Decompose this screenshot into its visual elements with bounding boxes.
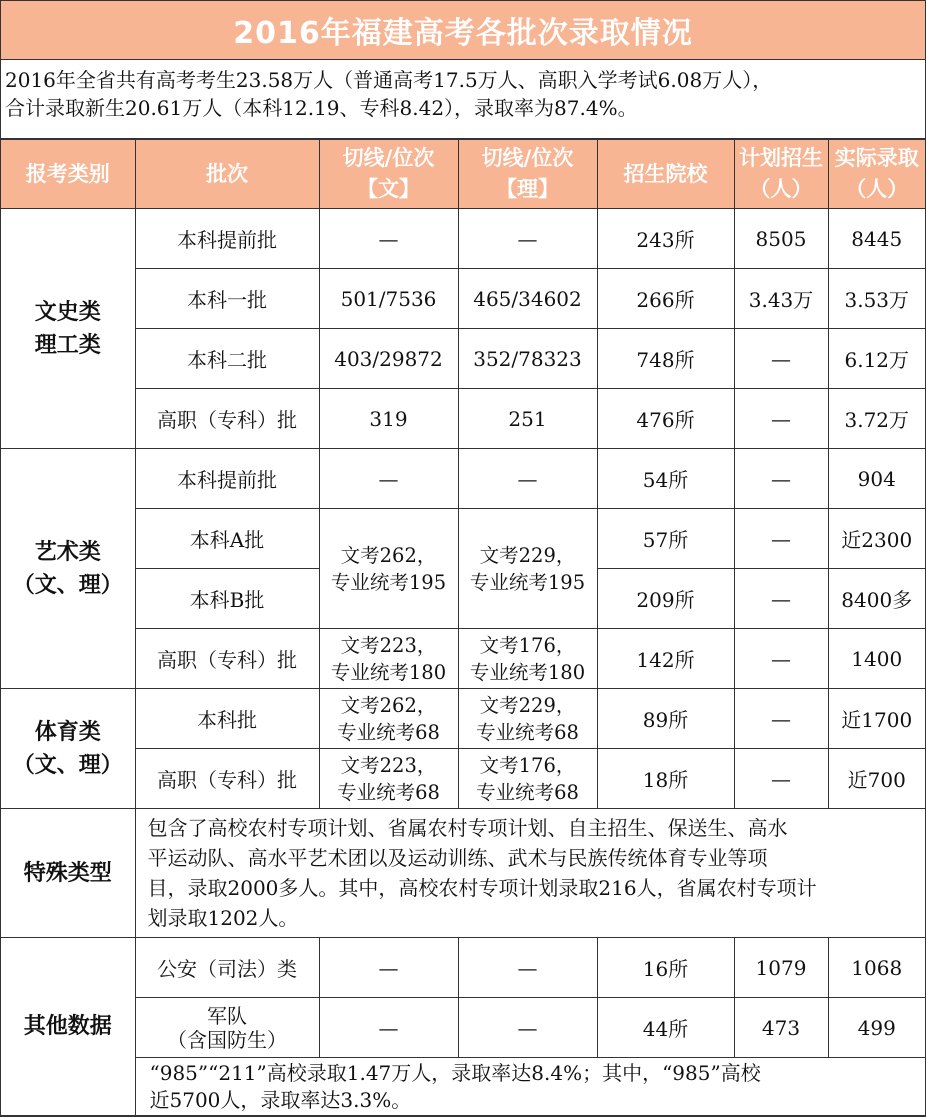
- score-li-cell: —: [458, 449, 597, 509]
- planned-cell: 3.43万: [734, 269, 828, 329]
- special-note-line: 平运动队、高水平艺术团以及运动训练、武术与民族传统体育专业等项: [147, 846, 768, 870]
- table-row: [1, 389, 925, 449]
- score-wen-cell: 403/29872: [319, 329, 458, 389]
- category-sport: 体育类 （文、理）: [1, 689, 135, 809]
- schools-cell: 476所: [597, 389, 734, 449]
- table-row: [1, 329, 925, 389]
- table-row: [1, 1058, 925, 1116]
- batch-cell: 本科二批: [135, 329, 319, 389]
- actual-cell: 3.53万: [828, 269, 925, 329]
- batch-cell: 高职（专科）批: [135, 629, 319, 689]
- actual-cell: 904: [828, 449, 925, 509]
- header-actual: 实际录取 （人）: [828, 140, 925, 209]
- score-li-cell: 文考176， 专业统考180: [458, 629, 597, 689]
- category-wenli: 文史类 理工类: [1, 209, 135, 449]
- category-other: 其他数据: [1, 938, 135, 1116]
- table-row: [1, 629, 925, 689]
- score-li-cell: 465/34602: [458, 269, 597, 329]
- category-art: 艺术类 （文、理）: [1, 449, 135, 689]
- table-row: [1, 209, 925, 269]
- header-batch: 批次: [135, 140, 319, 209]
- batch-cell: 本科提前批: [135, 209, 319, 269]
- batch-cell: 高职（专科）批: [135, 389, 319, 449]
- table-row: [1, 449, 925, 509]
- actual-cell: 3.72万: [828, 389, 925, 449]
- batch-cell: 本科A批: [135, 509, 319, 569]
- schools-cell: 54所: [597, 449, 734, 509]
- score-wen-cell: 文考262， 专业统考68: [319, 689, 458, 749]
- special-note-line: 包含了高校农村专项计划、省属农村专项计划、自主招生、保送生、高水: [147, 816, 788, 840]
- score-li-cell: —: [458, 938, 597, 998]
- planned-cell: —: [734, 389, 828, 449]
- table-row: [1, 809, 925, 938]
- schools-cell: 142所: [597, 629, 734, 689]
- table-row: [1, 749, 925, 809]
- header-row: [1, 140, 925, 209]
- planned-cell: —: [734, 569, 828, 629]
- special-note-line: 目，录取2000多人。其中，高校农村专项计划录取216人，省属农村专项计: [147, 876, 817, 900]
- batch-cell: 本科批: [135, 689, 319, 749]
- planned-cell: 473: [734, 998, 828, 1058]
- actual-cell: 近700: [828, 749, 925, 809]
- category-special: 特殊类型: [1, 809, 135, 938]
- intro-line-2: 合计录取新生20.61万人（本科12.19、专科8.42），录取率为87.4%。: [5, 96, 638, 120]
- page-title: 2016年福建高考各批次录取情况: [1, 1, 925, 60]
- special-note-line: 划录取1202人。: [147, 906, 299, 930]
- table-row: [1, 689, 925, 749]
- score-li-cell: 251: [458, 389, 597, 449]
- footnote-line: 近5700人，录取率达3.3%。: [149, 1087, 412, 1112]
- score-wen-cell: —: [319, 449, 458, 509]
- actual-cell: 8445: [828, 209, 925, 269]
- footnote: [135, 1058, 925, 1116]
- schools-cell: 16所: [597, 938, 734, 998]
- score-wen-cell: —: [319, 998, 458, 1058]
- actual-cell: 近2300: [828, 509, 925, 569]
- admission-table: [1, 139, 925, 1116]
- score-li-cell: 文考229， 专业统考68: [458, 689, 597, 749]
- header-score-wen: 切线/位次 【文】: [319, 140, 458, 209]
- planned-cell: —: [734, 509, 828, 569]
- score-li-cell: —: [458, 209, 597, 269]
- schools-cell: 266所: [597, 269, 734, 329]
- header-score-li: 切线/位次 【理】: [458, 140, 597, 209]
- score-li-cell: 文考176， 专业统考68: [458, 749, 597, 809]
- intro-line-1: 2016年全省共有高考考生23.58万人（普通高考17.5万人、高职入学考试6.08万人），: [5, 68, 773, 92]
- actual-cell: 1400: [828, 629, 925, 689]
- schools-cell: 57所: [597, 509, 734, 569]
- schools-cell: 18所: [597, 749, 734, 809]
- batch-cell: 高职（专科）批: [135, 749, 319, 809]
- schools-cell: 89所: [597, 689, 734, 749]
- actual-cell: 499: [828, 998, 925, 1058]
- schools-cell: 209所: [597, 569, 734, 629]
- planned-cell: —: [734, 749, 828, 809]
- score-li-cell: 文考229， 专业统考195: [458, 509, 597, 629]
- actual-cell: 近1700: [828, 689, 925, 749]
- score-wen-cell: 501/7536: [319, 269, 458, 329]
- schools-cell: 44所: [597, 998, 734, 1058]
- table-row: [1, 998, 925, 1058]
- planned-cell: —: [734, 629, 828, 689]
- table-row: [1, 509, 925, 569]
- score-wen-cell: 文考223， 专业统考68: [319, 749, 458, 809]
- schools-cell: 748所: [597, 329, 734, 389]
- score-li-cell: 352/78323: [458, 329, 597, 389]
- special-note: [135, 809, 925, 938]
- header-category: 报考类别: [1, 140, 135, 209]
- table-row: [1, 938, 925, 998]
- actual-cell: 1068: [828, 938, 925, 998]
- schools-cell: 243所: [597, 209, 734, 269]
- planned-cell: —: [734, 449, 828, 509]
- intro-paragraph: [1, 60, 925, 139]
- actual-cell: 8400多: [828, 569, 925, 629]
- planned-cell: 8505: [734, 209, 828, 269]
- score-wen-cell: 文考262， 专业统考195: [319, 509, 458, 629]
- batch-cell: 本科B批: [135, 569, 319, 629]
- score-wen-cell: —: [319, 938, 458, 998]
- actual-cell: 6.12万: [828, 329, 925, 389]
- planned-cell: —: [734, 689, 828, 749]
- header-planned: 计划招生 （人）: [734, 140, 828, 209]
- score-wen-cell: 文考223， 专业统考180: [319, 629, 458, 689]
- score-wen-cell: 319: [319, 389, 458, 449]
- planned-cell: —: [734, 329, 828, 389]
- batch-cell: 本科提前批: [135, 449, 319, 509]
- score-wen-cell: —: [319, 209, 458, 269]
- table-row: [1, 269, 925, 329]
- batch-cell: 本科一批: [135, 269, 319, 329]
- footnote-line: “985”“211”高校录取1.47万人，录取率达8.4%；其中，“985”高校: [149, 1060, 761, 1085]
- planned-cell: 1079: [734, 938, 828, 998]
- batch-cell: 军队 （含国防生）: [135, 998, 319, 1058]
- header-schools: 招生院校: [597, 140, 734, 209]
- score-li-cell: —: [458, 998, 597, 1058]
- batch-cell: 公安（司法）类: [135, 938, 319, 998]
